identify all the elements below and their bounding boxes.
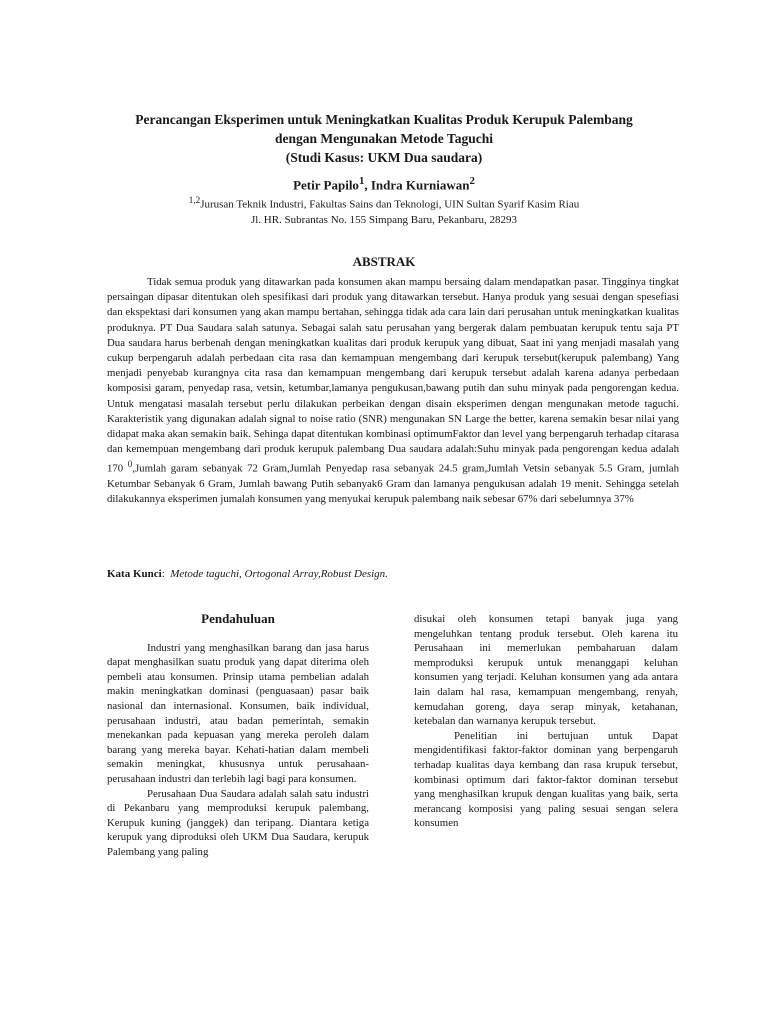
abstract-text-part-1: Tidak semua produk yang ditawarkan pada konsumen akan mampu bersaing dalam mendapatkan pasar. Tingginya tingkat persaingan dipasar ditentukan oleh spesifikasi dari produk yang ditawarkan tersebut. Hanya produk yang sesuai dengan spesefiasi dan ekspektasi dari konsumen yang akan mampu bertahan, sehingga tidak ada cara lain dari perusahan untuk meningkatkan kualitas produknya. PT Dua Saudara salah satunya. Sebagai salah satu perusahan yang bergerak dalam pembuatan kerupuk tentu saja PT Dua saudara harus berbenah dengan meningkatkan kualitas dari produk kerupuk yang dibuat, Saat ini yang menjadi masalah yang cukup berpengaruh adalah perbedaan cita rasa dan kemampuan mengembang dari kerupuk tersebut(kerupuk palembang) Yang menjadi penyebab kurangnya cita rasa dan kemampuan mengembang dari kerupuk tersebut adalah karena adanya perbedaan komposisi garam, penyedap rasa, vetsin, ketumbar,lamanya pengukusan,bawang putih dan suhu minyak pada pengorengan kedua. Untuk mengatasi masalah tersebut perlu dilakukan perbeikan dengan disain eksperimen dengan mengunakan metode taguchi. Karakteristik yang digunakan adalah signal to noise ratio (SNR) mengunakan SN Large the better, karena semakin besar nilai yang didapat maka akan semakin baik. Sehinga dapat ditentukan kombinasi optimumFaktor dan level yang berpengaruh terhadap citarasa dan kemempuan mengembang dari produk kerupuk palembang Dua saudara adalah:Suhu minyak pada pengorengan kedua adalah 170 (107, 276, 679, 476)
degree-superscript: 0 (127, 459, 133, 470)
abstract-heading: ABSTRAK (352, 254, 416, 269)
affiliation-address: Jl. HR. Subrantas No. 155 Simpang Baru, Pekanbaru, 28293 (250, 213, 518, 226)
title-line-3: (Studi Kasus: UKM Dua saudara) (285, 150, 483, 165)
author-separator: , (364, 177, 371, 193)
keywords-colon: : (161, 568, 165, 580)
right-column (414, 612, 678, 831)
title-line-1: Perancangan Eksperimen untuk Meningkatkan Kualitas Produk Kerupuk Palembang (135, 112, 633, 127)
abstract-paragraph (107, 275, 679, 508)
affiliation-text: Jurusan Teknik Industri, Fakultas Sains dan Teknologi, UIN Sultan Syarif Kasim Riau (200, 198, 580, 211)
body-paragraph: Penelitian ini bertujuan untuk Dapat mengidentifikasi faktor-faktor dominan yang berpengaruh terhadap kualitas daya kembang dan rasa krupuk tersebut, kombinasi optimum dari faktor-faktor dominan tersebut yang menghasilkan krupuk dengan kualitas yang baik, serta merancang komposisi yang paling sesuai sengan selera konsumen (414, 729, 678, 830)
abstract-text-part-2: ,Jumlah garam sebanyak 72 Gram,Jumlah Penyedap rasa sebanyak 24.5 gram,Jumlah Vetsin sebanyak 5.5 Gram, jumlah Ketumbar Sebanyak 6 Gram, Jumlah bawang Putih sebanyak6 Gram dan lamanya pengukusan adalah 19 menit. Sehingga setelah dilakukannya eksperimen jumalah konsumen yang menyukai kerupuk palembang naik sebesar 67% dari sebelumnya 37% (107, 463, 679, 506)
affiliation-line-1 (60, 193, 708, 213)
left-column (107, 612, 369, 860)
abstract-body (107, 275, 679, 508)
author-name-2: Indra Kurniawan (370, 177, 470, 193)
body-paragraph: Industri yang menghasilkan barang dan jasa harus dapat menghasilkan suatu produk yang dapat diterima oleh pembeli atau konsumen. Prinsip utama pembelian adalah makin meningkatkan dominasi (penguasaan) pasar baik nasional dan internasional. Konsumen, baik individual, perusahaan industri, atau badan pemerintah, semakin menekankan pada kepuasan yang mereka peroleh dalam barang yang mereka bayar. Kehati-hatian dalam membeli semakin meningkat, khususnya untuk perusahaan-perusahaan industri dan terlebih lagi bagi para konsumen. (107, 641, 369, 785)
author-name-1: Petir Papilo (293, 177, 359, 193)
author-superscript-2: 2 (469, 175, 475, 187)
keywords-label: Kata Kunci (107, 568, 162, 580)
body-paragraph: Perusahaan Dua Saudara adalah salah satu industri di Pekanbaru yang memproduksi kerupuk palembang, Kerupuk kuning (janggek) dan teripang. Diantara ketiga kerupuk yang diproduksi oleh UKM Dua Saudara, kerupuk Palembang yang paling (107, 787, 369, 858)
affiliation (60, 193, 708, 228)
keywords (107, 568, 679, 580)
author-list (60, 175, 708, 193)
paper-title (60, 110, 708, 167)
title-line-2: dengan Mengunakan Metode Taguchi (275, 131, 493, 146)
body-paragraph: disukai oleh konsumen tetapi banyak juga yang mengeluhkan tentang produk tersebut. Oleh karena itu Perusahaan ini memerlukan pembaharuan dalam memproduksi kerupuk untuk menanggapi keluhan konsumen yang terjadi. Keluhan konsumen yang ada antara lain dalam hal rasa, kemampuan mengembang, renyah, kemudahan goreng, daya serap minyak, ketahanan, ketebalan dan warnanya kerupuk tersebut. (414, 613, 678, 728)
affiliation-superscript: 1,2 (188, 195, 201, 205)
section-heading-pendahuluan: Pendahuluan (201, 611, 275, 626)
keywords-text: Metode taguchi, Ortogonal Array,Robust Design. (170, 568, 388, 580)
author-superscript-1: 1 (358, 175, 365, 187)
